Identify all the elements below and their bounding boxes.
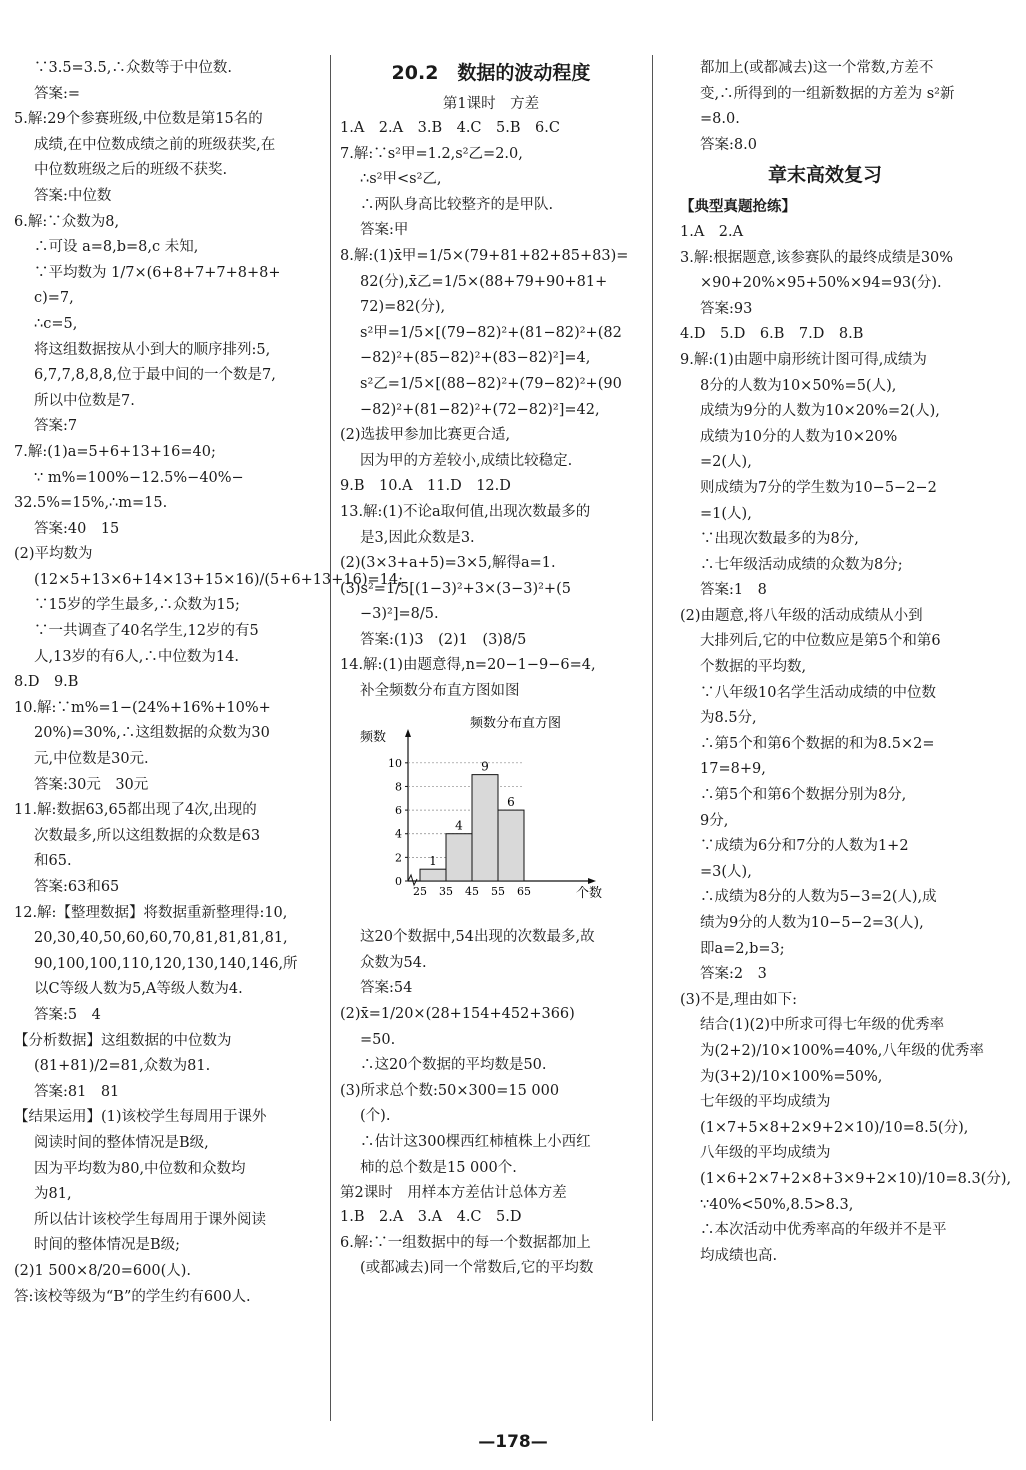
axis-break xyxy=(408,875,417,885)
text-line: 5.解:29个参赛班级,中位数是第15名的 xyxy=(14,111,263,128)
text-line: 众数为54. xyxy=(360,954,427,971)
text-line: 9分, xyxy=(700,812,729,829)
text-line: ∵出现次数最多的为8分, xyxy=(700,531,859,548)
histogram-chart xyxy=(360,713,620,908)
bar-value-label: 9 xyxy=(481,759,489,774)
section-title: 20.2 数据的波动程度 xyxy=(391,62,591,84)
text-line: 答案:54 xyxy=(360,980,413,997)
text-line: 次数最多,所以这组数据的众数是63 xyxy=(34,827,261,844)
y-tick-label: 8 xyxy=(395,780,402,794)
y-tick-label: 10 xyxy=(388,756,402,770)
text-line: 中位数班级之后的班级不获奖. xyxy=(34,162,228,179)
histogram-bar xyxy=(446,833,472,880)
lesson-title: 第2课时 用样本方差估计总体方差 xyxy=(340,1185,567,1202)
chapter-review-title: 章末高效复习 xyxy=(767,164,882,187)
text-line: 答案:81 81 xyxy=(34,1083,120,1100)
y-axis-label: 频数 xyxy=(360,729,387,745)
text-line: (2)由题意,将八年级的活动成绩从小到 xyxy=(680,607,923,624)
answers-block xyxy=(680,56,970,158)
x-tick-label: 25 xyxy=(413,884,427,898)
text-line: (1×7+5×8+2×9+2×10)/10=8.5(分), xyxy=(700,1119,969,1136)
text-line: =50. xyxy=(360,1031,396,1048)
text-line: 元,中位数是30元. xyxy=(34,751,149,768)
text-line: 所以中位数是7. xyxy=(34,392,135,409)
answers-block xyxy=(340,116,642,705)
text-line: 90,100,100,110,120,130,140,146,所 xyxy=(34,955,298,972)
text-line: 6.解:∵众数为8, xyxy=(14,213,120,230)
bar-value-label: 4 xyxy=(455,818,463,833)
x-tick-label: 55 xyxy=(491,884,505,898)
y-tick-label: 6 xyxy=(395,803,402,817)
text-line: 14.解:(1)由题意得,n=20−1−9−6=4, xyxy=(340,657,596,674)
text-line: (2)平均数为 xyxy=(14,546,93,563)
text-line: ∵ m%=100%−12.5%−40%− xyxy=(34,469,244,486)
text-line: 12.解:【整理数据】将数据重新整理得:10, xyxy=(14,904,288,921)
text-line: (2)x̄=1/20×(28+154+452+366) xyxy=(340,1006,575,1023)
answers-block xyxy=(340,1205,642,1282)
text-line: 答案:7 xyxy=(34,418,78,435)
column-middle xyxy=(340,56,642,1282)
text-line: ∵15岁的学生最多,∴众数为15; xyxy=(34,597,240,614)
text-line: 4.D 5.D 6.B 7.D 8.B xyxy=(680,326,864,343)
text-line: 9.解:(1)由题中扇形统计图可得,成绩为 xyxy=(680,351,927,368)
text-line: ×90+20%×95+50%×94=93(分). xyxy=(700,275,942,292)
text-line: 阅读时间的整体情况是B级, xyxy=(34,1134,209,1151)
text-line: 这20个数据中,54出现的次数最多,故 xyxy=(360,929,595,946)
text-line: ∵一共调查了40名学生,12岁的有5 xyxy=(34,623,259,640)
bar-value-label: 1 xyxy=(429,853,437,868)
y-axis-arrow xyxy=(405,729,411,737)
text-line: (或都减去)同一个常数后,它的平均数 xyxy=(360,1260,594,1277)
text-line: 时间的整体情况是B级; xyxy=(34,1237,181,1254)
text-line: ∵3.5=3.5,∴众数等于中位数. xyxy=(34,60,232,76)
text-line: 【结果运用】(1)该校学生每周用于课外 xyxy=(14,1109,267,1126)
text-line: 1.A 2.A xyxy=(680,223,744,240)
text-line: 11.解:数据63,65都出现了4次,出现的 xyxy=(14,802,257,819)
text-line: (12×5+13×6+14×13+15×16)/(5+6+13+16)=14; xyxy=(34,571,403,588)
x-axis-arrow xyxy=(588,878,596,884)
text-line: 成绩为9分的人数为10×20%=2(人), xyxy=(700,403,940,420)
text-line: ∵平均数为 1/7×(6+8+7+7+8+8+ xyxy=(34,264,281,281)
text-line: ∴这20个数据的平均数是50. xyxy=(360,1057,547,1074)
text-line: (3)所求总个数:50×300=15 000 xyxy=(340,1082,560,1099)
text-line: s²乙=1/5×[(88−82)²+(79−82)²+(90 xyxy=(360,375,622,392)
column-divider xyxy=(330,55,331,1421)
text-line: ∴七年级活动成绩的众数为8分; xyxy=(700,556,903,573)
text-line: 为8.5分, xyxy=(700,710,757,727)
histogram-bar xyxy=(420,869,446,881)
text-line: (2)选拔甲参加比赛更合适, xyxy=(340,427,511,444)
x-tick-label: 45 xyxy=(465,884,479,898)
text-line: (2)(3×3+a+5)=3×5,解得a=1. xyxy=(340,555,556,572)
text-line: −3)²]=8/5. xyxy=(360,606,439,623)
text-line: 八年级的平均成绩为 xyxy=(700,1145,831,1162)
answers-block xyxy=(340,925,642,1181)
text-line: 柿的总个数是15 000个. xyxy=(360,1159,517,1176)
text-line: ∴成绩为8分的人数为5−3=2(人),成 xyxy=(700,889,937,906)
text-line: (个). xyxy=(360,1108,391,1125)
text-line: 以C等级人数为5,A等级人数为4. xyxy=(34,981,243,998)
text-line: 绩为9分的人数为10−5−2=3(人), xyxy=(700,915,924,931)
text-line: 9.B 10.A 11.D 12.D xyxy=(340,478,511,495)
text-line: 均成绩也高. xyxy=(700,1247,778,1264)
bar-value-label: 6 xyxy=(507,794,515,809)
text-line: ∴s²甲<s²乙, xyxy=(360,171,442,188)
text-line: 个数据的平均数, xyxy=(700,659,807,676)
text-line: 变,∴所得到的一组新数据的方差为 s²新 xyxy=(700,85,955,102)
text-line: −82)²+(81−82)²+(72−82)²]=42, xyxy=(360,401,600,418)
text-line: ∵40%<50%,8.5>8.3, xyxy=(700,1196,854,1213)
text-line: 3.解:根据题意,该参赛队的最终成绩是30% xyxy=(680,249,954,266)
text-line: ∵八年级10名学生活动成绩的中位数 xyxy=(700,684,936,701)
text-line: 将这组数据按从小到大的顺序排列:5, xyxy=(34,341,271,358)
text-line: 8分的人数为10×50%=5(人), xyxy=(700,377,897,394)
text-line: 1.A 2.A 3.B 4.C 5.B 6.C xyxy=(340,120,560,136)
y-tick-label: 4 xyxy=(395,827,402,841)
histogram-bar xyxy=(498,810,524,881)
text-line: 和65. xyxy=(34,853,72,870)
x-tick-label: 35 xyxy=(439,884,453,898)
text-line: (3)不是,理由如下: xyxy=(680,991,798,1008)
column-right xyxy=(680,56,1012,1269)
text-line: 答案:甲 xyxy=(360,222,409,239)
lesson-title: 第1课时 方差 xyxy=(442,96,540,112)
text-line: 13.解:(1)不论a取何值,出现次数最多的 xyxy=(340,503,591,520)
text-line: 1.B 2.A 3.A 4.C 5.D xyxy=(340,1209,522,1226)
text-line: 为(2+2)/10×100%=40%,八年级的优秀率 xyxy=(700,1042,984,1059)
text-line: 答案:30元 30元 xyxy=(34,776,149,793)
text-line: 8.解:(1)x̄甲=1/5×(79+81+82+85+83)= xyxy=(340,247,629,264)
text-line: 人,13岁的有6人,∴中位数为14. xyxy=(34,648,239,665)
text-line: 20%)=30%,∴这组数据的众数为30 xyxy=(34,725,270,742)
text-line: 为(3+2)/10×100%=50%, xyxy=(700,1068,883,1085)
text-line: 结合(1)(2)中所求可得七年级的优秀率 xyxy=(700,1017,945,1034)
text-line: =2(人), xyxy=(700,454,752,471)
text-line: 是3,因此众数是3. xyxy=(360,529,475,546)
text-line: =8.0. xyxy=(700,111,740,128)
text-line: 都加上(或都减去)这一个常数,方差不 xyxy=(700,60,934,76)
text-line: 10.解:∵m%=1−(24%+16%+10%+ xyxy=(14,699,271,716)
x-tick-label: 65 xyxy=(517,884,531,898)
text-line: 即a=2,b=3; xyxy=(700,940,785,957)
text-line: =3(人), xyxy=(700,863,752,880)
text-line: 6,7,7,8,8,8,位于最中间的一个数是7, xyxy=(34,367,276,384)
answers-block xyxy=(680,220,1012,1269)
text-line: c)=7, xyxy=(34,290,74,307)
text-line: 成绩为10分的人数为10×20% xyxy=(700,428,898,445)
x-axis-label: 个数 xyxy=(576,885,603,901)
y-tick-label: 0 xyxy=(395,874,402,888)
text-line: 大排列后,它的中位数应是第5个和第6 xyxy=(700,633,941,650)
text-line: 答案:2 3 xyxy=(700,966,767,983)
histogram-figure xyxy=(360,713,642,918)
text-line: ∴两队身高比较整齐的是甲队. xyxy=(360,196,554,213)
text-line: 72)=82(分), xyxy=(360,299,446,316)
histogram-bar xyxy=(472,774,498,880)
text-line: 答案:93 xyxy=(700,300,753,317)
column-divider xyxy=(652,55,653,1421)
chart-title: 频数分布直方图 xyxy=(470,715,562,731)
text-line: 7.解:∵s²甲=1.2,s²乙=2.0, xyxy=(340,145,523,162)
text-line: 因为甲的方差较小,成绩比较稳定. xyxy=(360,452,573,469)
text-line: =1(人), xyxy=(700,505,752,522)
y-tick-label: 2 xyxy=(395,851,402,865)
text-line: ∴第5个和第6个数据的和为8.5×2= xyxy=(700,735,935,752)
text-line: 答案:63和65 xyxy=(34,879,120,895)
text-line: (2)1 500×8/20=600(人). xyxy=(14,1262,192,1279)
text-line: 则成绩为7分的学生数为10−5−2−2 xyxy=(700,479,937,496)
text-line: (1×6+2×7+2×8+3×9+2×10)/10=8.3(分), xyxy=(700,1170,1012,1187)
text-line: 20,30,40,50,60,60,70,81,81,81,81, xyxy=(34,930,288,947)
text-line: 答:该校等级为“B”的学生约有600人. xyxy=(14,1288,251,1305)
text-line: 答案:1 8 xyxy=(700,582,767,599)
text-line: 17=8+9, xyxy=(700,761,766,778)
text-line: (3)s²=1/5[(1−3)²+3×(3−3)²+(5 xyxy=(340,580,571,597)
text-line: (81+81)/2=81,众数为81. xyxy=(34,1058,211,1075)
page-number: —178— xyxy=(478,1432,548,1452)
text-line: ∴估计这300棵西红柿植株上小西红 xyxy=(360,1134,591,1150)
text-line: 七年级的平均成绩为 xyxy=(700,1094,831,1111)
text-line: 答案:40 15 xyxy=(34,520,120,537)
text-line: 因为平均数为80,中位数和众数均 xyxy=(34,1160,246,1177)
text-line: 答案:8.0 xyxy=(700,136,757,153)
text-line: 为81, xyxy=(34,1186,72,1203)
text-line: 成绩,在中位数成绩之前的班级获奖,在 xyxy=(34,136,276,153)
text-line: 答案:(1)3 (2)1 (3)8/5 xyxy=(360,631,527,648)
text-line: 7.解:(1)a=5+6+13+16=40; xyxy=(14,443,216,460)
text-line: −82)²+(85−82)²+(83−82)²]=4, xyxy=(360,350,591,367)
text-line: 补全频数分布直方图如图 xyxy=(360,683,520,700)
text-line: 答案:= xyxy=(34,85,81,102)
text-line: 所以估计该校学生每周用于课外阅读 xyxy=(34,1211,266,1228)
text-line: ∴c=5, xyxy=(34,315,78,332)
text-line: 82(分),x̄乙=1/5×(88+79+90+81+ xyxy=(360,273,608,290)
text-line: ∴可设 a=8,b=8,c 未知, xyxy=(34,239,199,256)
text-line: 8.D 9.B xyxy=(14,674,79,691)
text-line: s²甲=1/5×[(79−82)²+(81−82)²+(82 xyxy=(360,324,622,341)
section-tag: 【典型真题抢练】 xyxy=(680,198,796,216)
text-line: ∵成绩为6分和7分的人数为1+2 xyxy=(700,838,909,855)
text-line: ∴第5个和第6个数据分别为8分, xyxy=(700,787,907,804)
text-line: ∴本次活动中优秀率高的年级并不是平 xyxy=(700,1222,947,1239)
text-line: 32.5%=15%,∴m=15. xyxy=(14,495,168,512)
text-line: 【分析数据】这组数据的中位数为 xyxy=(14,1032,232,1049)
text-line: 6.解:∵一组数据中的每一个数据都加上 xyxy=(340,1234,591,1251)
text-line: 答案:中位数 xyxy=(34,187,112,204)
text-line: 答案:5 4 xyxy=(34,1006,101,1023)
